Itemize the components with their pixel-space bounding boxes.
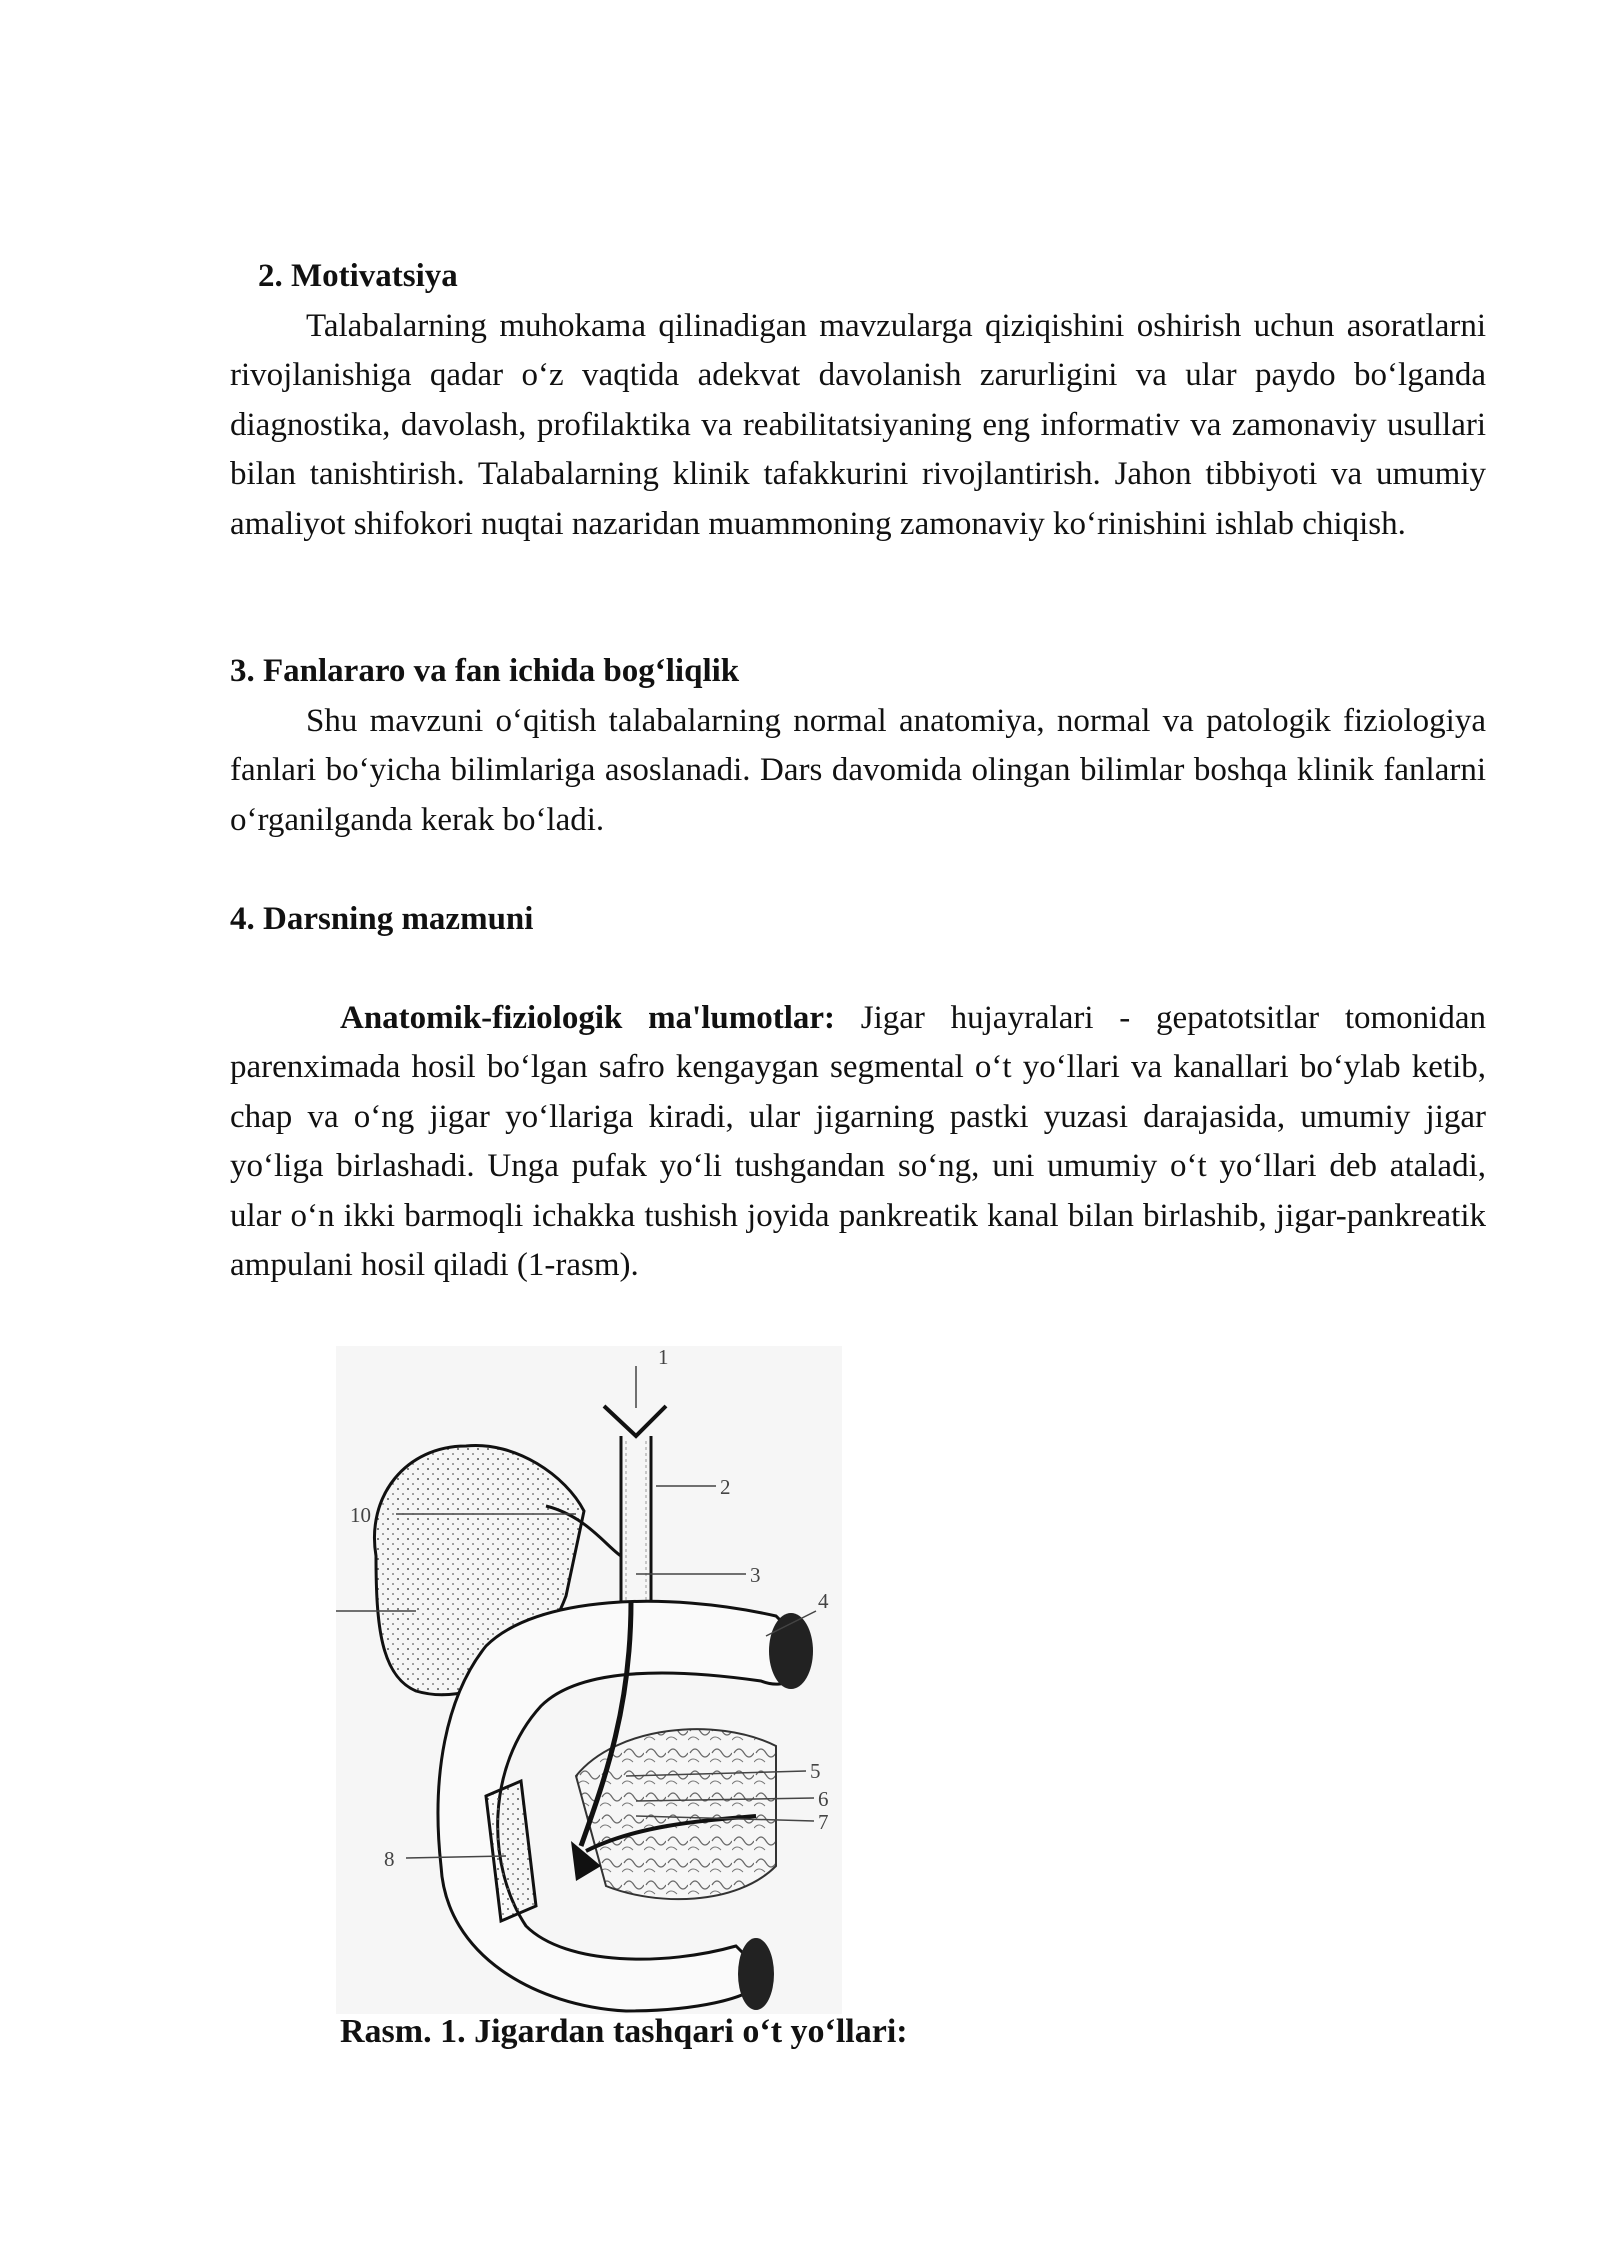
section-lesson-content [230, 895, 1486, 1291]
section-paragraph: Shu mavzuni o‘qitish talabalarning normal anatomiya, normal va patologik fiziologiya fanlari bo‘yicha bilimlariga asoslanadi. Dars davomida olingan bilimlar boshqa klinik fanlarni o‘rganilganda kerak bo‘ladi. [230, 702, 1486, 838]
section-heading: 2. Motivatsiya [258, 258, 458, 294]
figure-label: 7 [818, 1810, 829, 1834]
section-interdisciplinary [230, 647, 1486, 845]
anatomy-figure [336, 1346, 842, 2014]
lead-bold-text: Anatomik-fiziologik ma'lumotlar: [340, 999, 836, 1036]
figure-label: 2 [720, 1475, 731, 1499]
figure-label: 8 [384, 1847, 395, 1871]
figure-label: 1 [658, 1346, 669, 1369]
section-heading: 3. Fanlararo va fan ichida bog‘liqlik [230, 653, 740, 689]
section-paragraph [230, 994, 1486, 1291]
paragraph-body: Jigar hujayralari - gepatotsitlar tomonidan parenximada hosil bo‘lgan safro kengaygan segmental o‘t yo‘llari va kanallari bo‘ylab ketib, chap va o‘ng jigar yo‘llariga kiradi, ular jigarning pastki yuzasi darajasida, umumiy jigar yo‘liga birlashadi. Unga pufak yo‘li tushgandan so‘ng, uni umumiy o‘t yo‘llari deb ataladi, ular o‘n ikki barmoqli ichakka tushish joyida pankreatik kanal bilan birlashib, jigar-pankreatik ampulani hosil qiladi (1-rasm). [230, 999, 1486, 1283]
figure-label: 10 [350, 1503, 371, 1527]
figure-label: 5 [810, 1759, 821, 1783]
figure-caption: Rasm. 1. Jigardan tashqari o‘t yo‘llari: [340, 2013, 908, 2050]
section-paragraph: Talabalarning muhokama qilinadigan mavzularga qiziqishini oshirish uchun asoratlarni rivojlanishiga qadar o‘z vaqtida adekvat davolanish zarurligini va ular paydo bo‘lganda diagnostika, davolash, profilaktika va reabilitatsiyaning eng informativ va zamonaviy usullari bilan tanishtirish. Talabalarning klinik tafakkurini rivojlantirish. Jahon tibbiyoti va umumiy amaliyot shifokori nuqtai nazaridan muammoning zamonaviy ko‘rinishini ishlab chiqish. [230, 307, 1486, 542]
section-motivation [230, 252, 1486, 549]
bile-duct-illustration [336, 1346, 842, 2014]
figure-label: 6 [818, 1787, 829, 1811]
section-heading: 4. Darsning mazmuni [230, 901, 534, 937]
figure-label: 3 [750, 1563, 761, 1587]
figure-label: 4 [818, 1589, 829, 1613]
